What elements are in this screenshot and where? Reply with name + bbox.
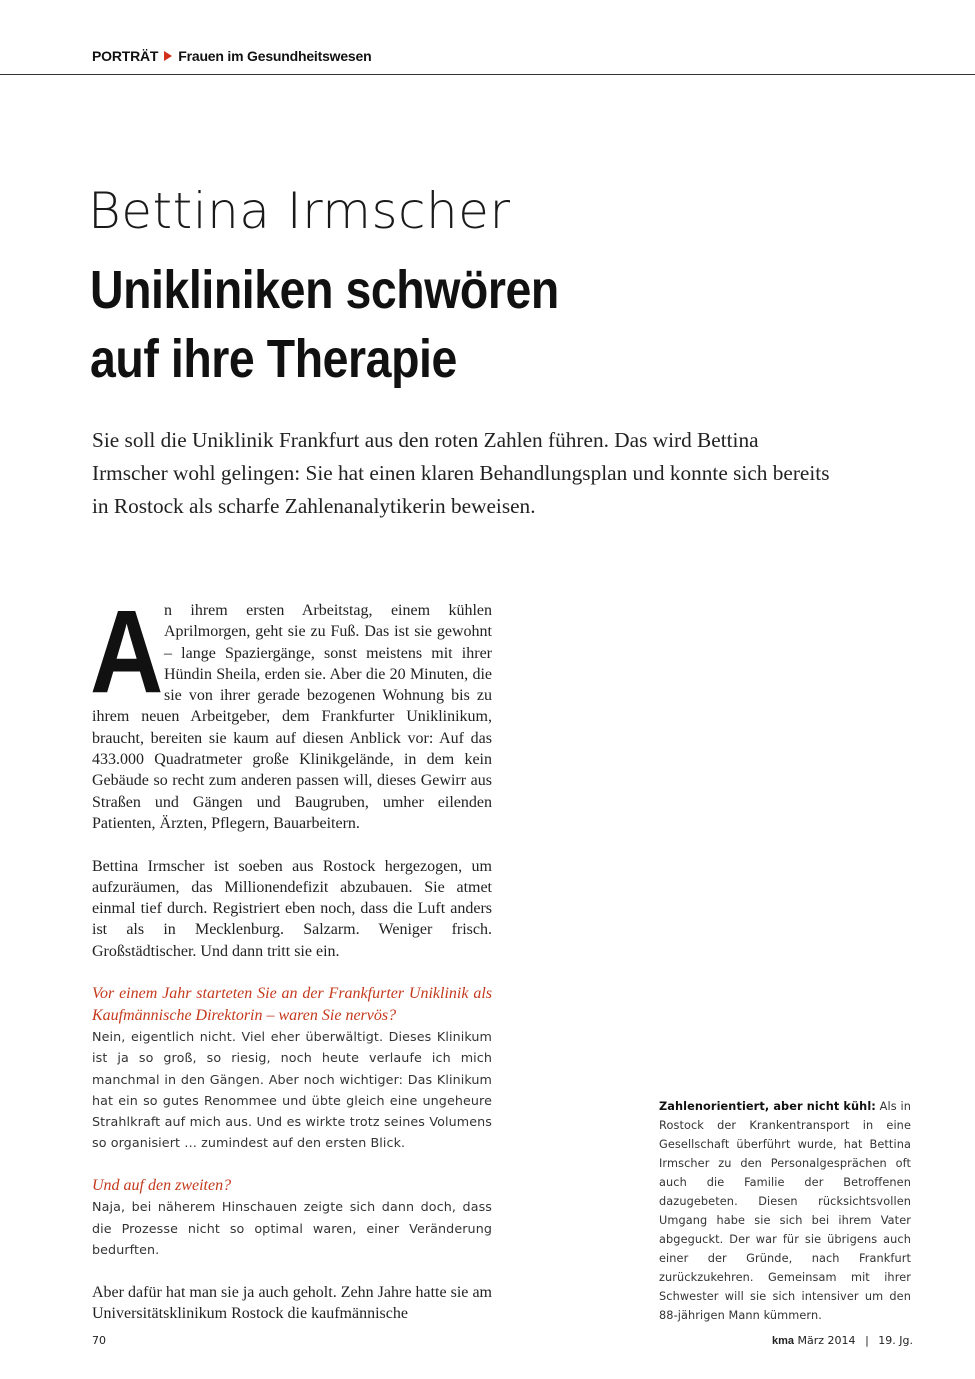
interview-answer-2: Naja, bei näherem Hinschauen zeigte sich dann doch, dass die Prozesse nicht so optimal waren, einer Veränderung bedurften. [92, 1199, 492, 1257]
interview-question-2: Und auf den zweiten? [92, 1177, 232, 1195]
body-paragraph-2: Bettina Irmscher ist soeben aus Rostock hergezogen, um aufzuräumen, das Millionendefizit abzubauen. Sie atmet einmal tief durch. Registriert eben noch, dass die Luft anders ist als in Mecklenburg. Salzarm. Weniger frisch. Großstädtischer. Und dann tritt sie ein. [92, 857, 492, 960]
section-topic: Frauen im Gesundheitswesen [178, 48, 372, 64]
headline [90, 256, 559, 394]
caption-lead: Zahlenorientiert, aber nicht kühl: [659, 1100, 876, 1113]
section-label: PORTRÄT [92, 48, 159, 64]
page-number: 70 [92, 1334, 106, 1347]
photo-caption [659, 1097, 911, 1325]
person-name: Bettina Irmscher [88, 182, 511, 240]
body-paragraph-1 [90, 586, 492, 834]
drop-cap: A [90, 586, 164, 718]
body-column [90, 586, 492, 1324]
triangle-right-icon [164, 51, 172, 61]
headline-line-1: Unikliniken schwören [90, 260, 559, 320]
section-header [92, 48, 371, 64]
issue-date: März 2014 [797, 1334, 856, 1347]
body-paragraph-1-text: n ihrem ersten Arbeitstag, einem kühlen Aprilmorgen, geht sie zu Fuß. Das ist sie gewohnt – lange Spaziergänge, sonst meistens mit ihrer Hündin Sheila, erden sie. Aber die 20 Minuten, die sie von ihrer gerade bezogenen Wohnung bis zu ihrem neuen Arbeitgeber, dem Frankfurter Uniklinikum, braucht, bereiten sie kaum auf diesen Anblick vor: Auf das 433.000 Quadratmeter große Klinikgelände, in dem kein Gebäude so recht zum anderen passen will, dieses Gewirr aus Straßen und Gängen und Baugruben, umher eilenden Patienten, Ärzten, Pflegern, Bauarbeitern. [92, 602, 492, 832]
caption-text: Als in Rostock der Krankentransport in eine Gesellschaft überführt wurde, hat Bettina Irmscher zu den Personalgesprächen oft auch die Familie der Betroffenen dazugebeten. Diesen rücksichtsvollen Umgang habe sie sich bei ihrem Vater abgeguckt. Der war für sie übrigens auch einer der Gründe, nach Frankfurt zurückzukehren. Gemeinsam mit ihrer Schwester will sie sich intensiver um den 88-jährigen Mann kümmern. [659, 1100, 911, 1322]
lede-paragraph: Sie soll die Uniklinik Frankfurt aus den roten Zahlen führen. Das wird Bettina Irmscher wohl gelingen: Sie hat einen klaren Behandlungsplan und konnte sich bereits in Rostock als scharfe Zahlenanalytikerin beweisen. [92, 428, 830, 518]
interview-answer-1: Nein, eigentlich nicht. Viel eher überwältigt. Dieses Klinikum ist ja so groß, so riesig, noch heute verlaufe ich mich manchmal in den Gängen. Aber noch wichtiger: Das Klinikum hat ein so gutes Renommee und übte gleich eine ungeheure Strahlkraft auf mich aus. Und es wirkte trotz seines Volumens so organisiert … zumindest auf den ersten Blick. [92, 1028, 492, 1151]
headline-line-2: auf ihre Therapie [90, 329, 457, 389]
header-divider [0, 74, 975, 75]
volume-number: 19. Jg. [878, 1334, 913, 1347]
magazine-logo: kma [772, 1335, 795, 1347]
issue-info [772, 1334, 913, 1347]
interview-question-1: Vor einem Jahr starteten Sie an der Frankfurter Uniklinik als Kaufmännische Direktorin – waren Sie nervös? [92, 985, 492, 1024]
body-paragraph-3: Aber dafür hat man sie ja auch geholt. Zehn Jahre hatte sie am Universitätsklinikum Rostock die kaufmännische [92, 1283, 492, 1322]
footer-separator: | [865, 1334, 869, 1347]
